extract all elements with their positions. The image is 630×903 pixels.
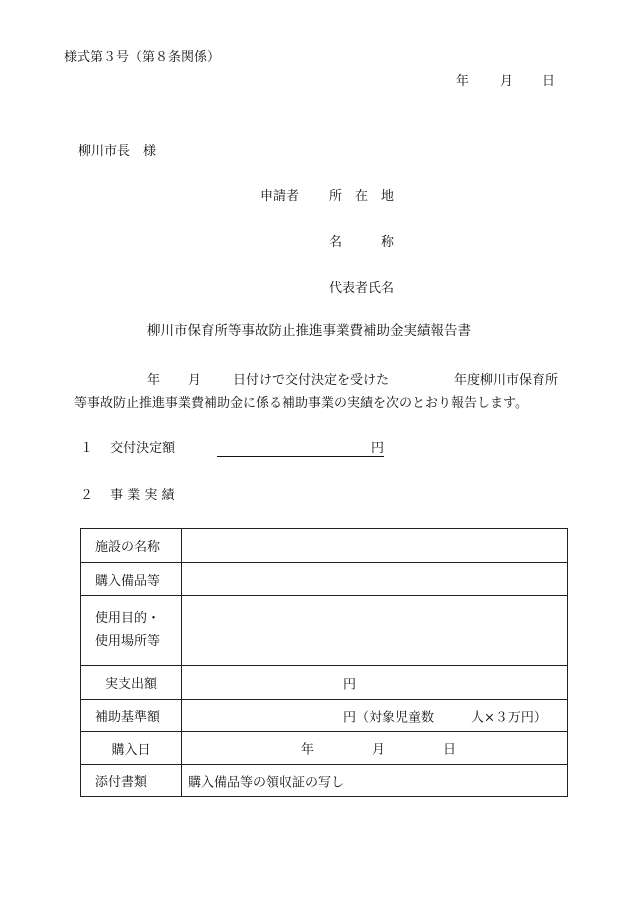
standard-amount-unit: 円（対象児童数: [343, 710, 435, 725]
actual-expense-unit: 円: [343, 677, 357, 692]
purchased-items-cell[interactable]: [182, 563, 568, 596]
purpose-header: [81, 596, 182, 666]
purpose-cell[interactable]: [182, 596, 568, 666]
body-year: 年: [147, 373, 161, 388]
facility-name-header: 施設の名称: [81, 529, 182, 563]
grant-amount-unit: 円: [370, 441, 384, 456]
purpose-header-line-1: 使用目的・: [95, 610, 161, 626]
table-row: [81, 563, 568, 596]
date-month-label: 月: [500, 74, 514, 89]
form-number: 様式第３号（第８条関係）: [64, 50, 221, 65]
purchase-year-label: 年: [301, 742, 315, 758]
applicant-label: 申請者: [260, 189, 300, 204]
grant-amount-field[interactable]: [217, 439, 384, 457]
address-label: 所 在 地: [329, 189, 395, 204]
table-row: [81, 529, 568, 563]
date-year-label: 年: [456, 74, 470, 89]
results-table: [80, 528, 568, 797]
attachments-header: 添付書類: [81, 765, 182, 797]
document-title: 柳川市保育所等事故防止推進事業費補助金実績報告書: [147, 323, 471, 339]
section-1-label: １ 交付決定額: [80, 441, 176, 456]
recipient: 柳川市長 様: [78, 144, 157, 159]
table-row: [81, 732, 568, 765]
representative-label: 代表者氏名: [329, 281, 395, 296]
purchase-date-header: 購入日: [81, 732, 182, 765]
standard-amount-header: 補助基準額: [81, 700, 182, 732]
facility-name-cell[interactable]: [182, 529, 568, 563]
name-label: 名 称: [329, 235, 395, 250]
attachments-value: 購入備品等の領収証の写し: [188, 775, 345, 790]
body-month: 月: [188, 373, 202, 388]
standard-amount-formula: 人×３万円）: [471, 710, 547, 725]
table-row: [81, 596, 568, 666]
body-line-2: 等事故防止推進事業費補助金に係る補助事業の実績を次のとおり報告します。: [74, 396, 528, 411]
actual-expense-header: 実支出額: [81, 666, 182, 700]
attachments-cell: [182, 765, 568, 797]
body-fiscal-text: 年度柳川市保育所: [454, 373, 559, 388]
body-date-text: 日付けで交付決定を受けた: [233, 373, 390, 388]
table-row: [81, 666, 568, 700]
table-row: [81, 700, 568, 732]
purchase-date-cell[interactable]: [182, 732, 568, 765]
table-row: [81, 765, 568, 797]
standard-amount-cell[interactable]: [182, 700, 568, 732]
purchase-day-label: 日: [443, 742, 457, 758]
purchased-items-header: 購入備品等: [81, 563, 182, 596]
purchase-month-label: 月: [372, 742, 386, 758]
actual-expense-cell[interactable]: [182, 666, 568, 700]
date-day-label: 日: [542, 74, 556, 89]
purpose-header-line-2: 使用場所等: [95, 633, 161, 649]
section-2-label: ２ 事 業 実 績: [80, 488, 175, 503]
